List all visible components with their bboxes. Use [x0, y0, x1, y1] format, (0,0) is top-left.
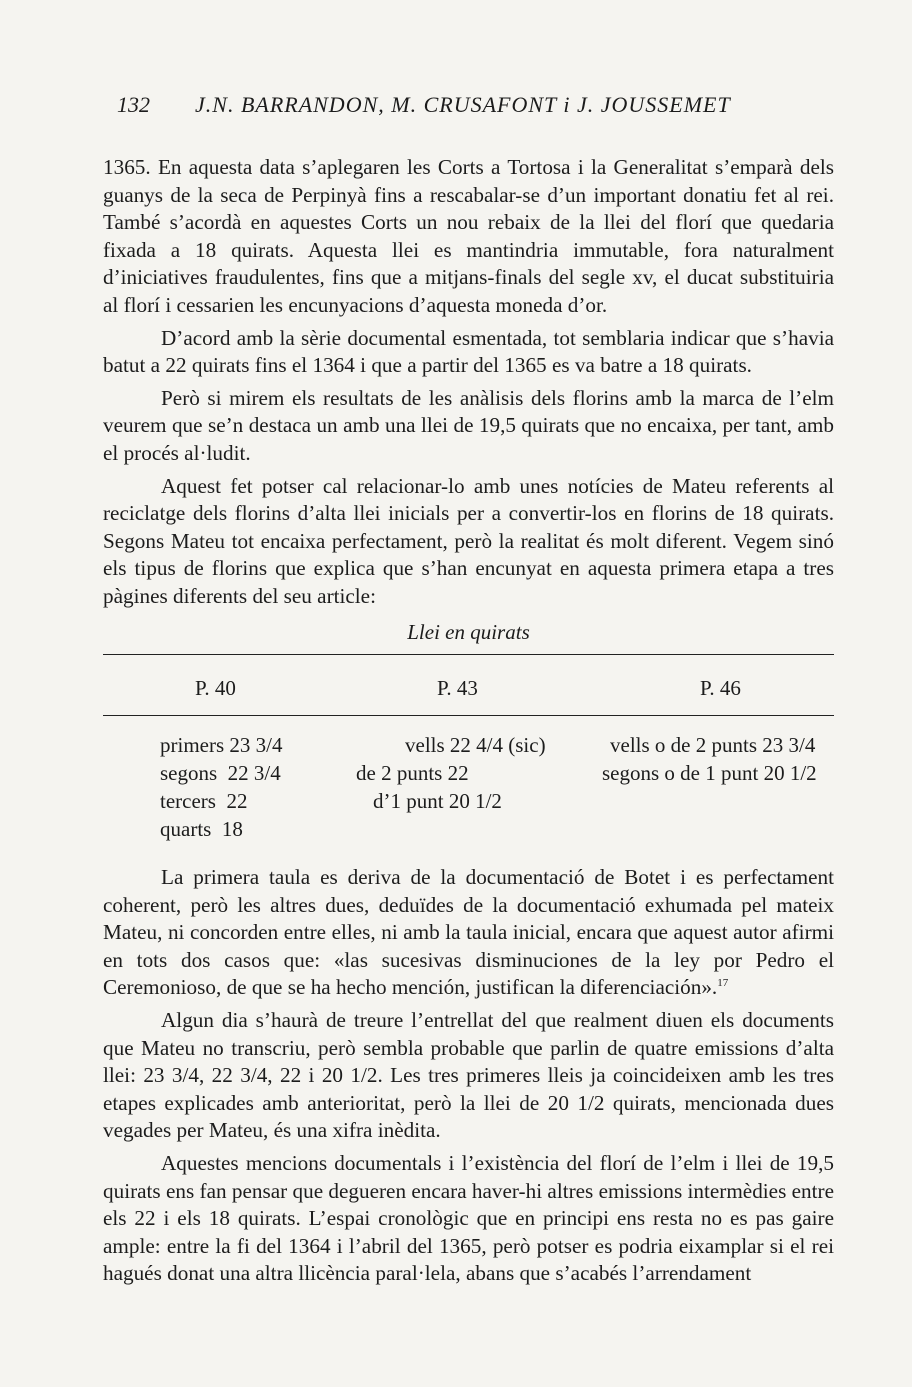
paragraph: 1365. En aquesta data s’aplegaren les Corts a Tortosa i la Generalitat s’emparà dels guanys de la seca de Perpinyà fins a rescabalar-se d’un important donatiu fet al rei. També s’acordà en aquestes Corts un nou rebaix de la llei del florí que quedaria fixada a 18 quirats. Aquesta llei es mantindria immutable, fora naturalment d’iniciatives fraudulentes, fins que a mitjans-finals del segle xv, el ducat substituiria al florí i cessarien les encunyacions d’aquesta moneda d’or. — [103, 155, 834, 317]
column-header-p40: P. 40 — [195, 676, 236, 700]
table-cell: segons 22 3/4 — [160, 761, 281, 785]
text-block-before-table — [103, 154, 834, 616]
table-cell: quarts 18 — [160, 817, 243, 841]
running-head — [117, 92, 817, 118]
column-header-p46: P. 46 — [700, 676, 741, 700]
running-head-authors: J.N. BARRANDON, M. CRUSAFONT i J. JOUSSEMET — [195, 92, 731, 117]
table-rule-header — [103, 715, 834, 716]
footnote-reference[interactable]: 17 — [717, 977, 729, 990]
paragraph: Algun dia s’haurà de treure l’entrellat del que realment diuen els documents que Mateu no transcriu, però sembla probable que parlin de quatre emissions d’alta llei: 23 3/4, 22 3/4, 22 i 20 1/2. Les tres primeres lleis ja coincideixen amb les tres etapes explicades amb anterioritat, però la llei de 20 1/2 quirats, mencionada dues vegades per Mateu, és una xifra inèdita. — [103, 1007, 834, 1143]
table-rule-top — [103, 654, 834, 655]
page-number: 132 — [117, 92, 150, 117]
paragraph: Aquest fet potser cal relacionar-lo amb unes notícies de Mateu referents al reciclatge dels florins d’alta llei inicials per a convertir-los en florins de 18 quirats. Segons Mateu tot encaixa perfectament, però la realitat és molt diferent. Vegem sinó els tipus de florins que explica que s’han encunyat en aquesta primera etapa a tres pàgines diferents del seu article: — [103, 473, 834, 608]
text-block-after-table — [103, 864, 834, 1293]
table-caption: Llei en quirats — [407, 620, 530, 644]
table-cell: d’1 punt 20 1/2 — [373, 789, 502, 813]
table-cell: vells 22 4/4 (sic) — [405, 733, 546, 757]
paragraph: D’acord amb la sèrie documental esmentada, tot semblaria indicar que s’havia batut a 22 quirats fins el 1364 i que a partir del 1365 es va batre a 18 quirats. — [103, 325, 834, 378]
table-cell: de 2 punts 22 — [356, 761, 469, 785]
paragraph-text: La primera taula es deriva de la documentació de Botet i es perfectament coherent, però les altres dues, deduïdes de la documentació exhumada pel mateix Mateu, ni concorden entre elles, ni amb la taula inicial, encara que aquest autor afirmi en tots dos casos que: «las sucesivas disminuciones de la ley por Pedro el Ceremonioso, de que se ha hecho mención, justifican la diferenciación». — [103, 865, 834, 1000]
table-cell: vells o de 2 punts 23 3/4 — [610, 733, 816, 757]
paragraph — [103, 864, 834, 1002]
table-cell: tercers 22 — [160, 789, 248, 813]
table-cell: primers 23 3/4 — [160, 733, 283, 757]
column-header-p43: P. 43 — [437, 676, 478, 700]
paragraph: Aquestes mencions documentals i l’existència del florí de l’elm i llei de 19,5 quirats ens fan pensar que degueren encara haver-hi altres emissions intermèdies entre els 22 i els 18 quirats. L’espai cronològic que en principi ens resta no es pas gaire ample: entre la fi del 1364 i l’abril del 1365, però potser es podria eixamplar si el rei hagués donat una altra llicència paral·lela, abans que s’acabés l’arrendament — [103, 1150, 834, 1286]
paragraph: Però si mirem els resultats de les anàlisis dels florins amb la marca de l’elm veurem que se’n destaca un amb una llei de 19,5 quirats que no encaixa, per tant, amb el procés al·ludit. — [103, 385, 834, 465]
table-cell: segons o de 1 punt 20 1/2 — [602, 761, 817, 785]
